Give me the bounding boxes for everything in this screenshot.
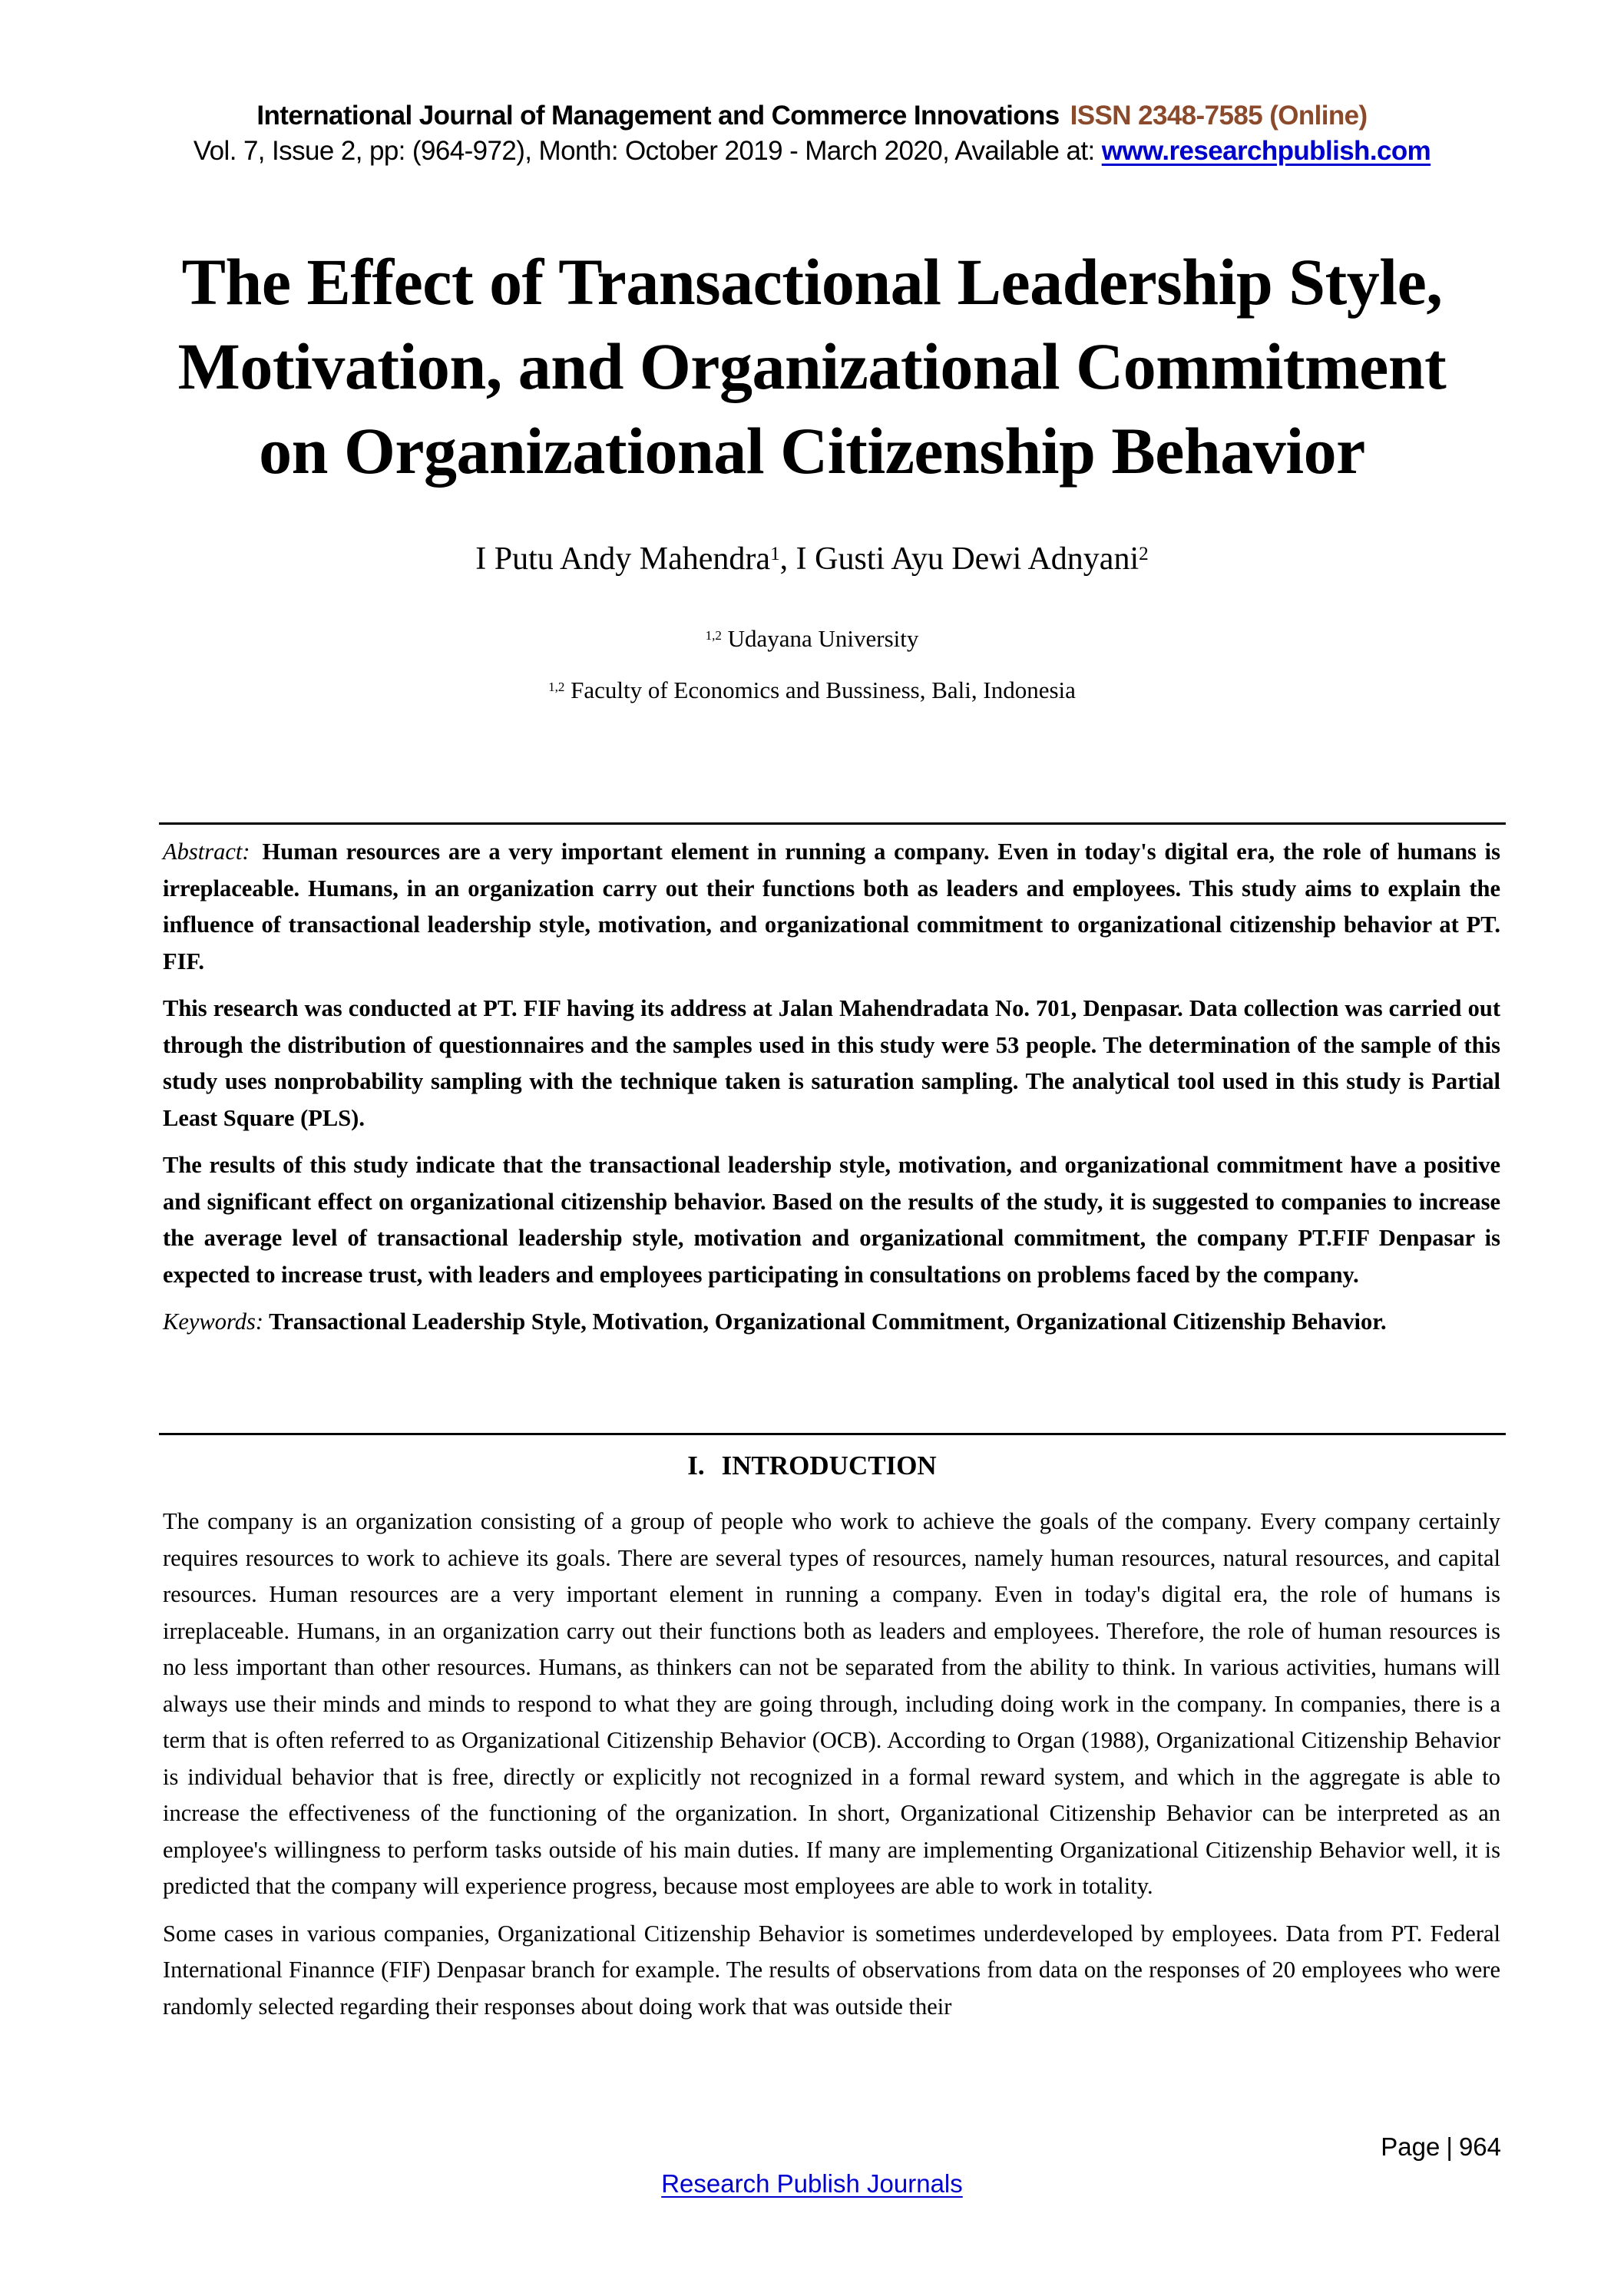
abstract-bottom-rule [159, 1433, 1506, 1435]
paper-title [0, 240, 1624, 493]
author-affiliation-marker: 2 [1139, 544, 1149, 564]
abstract-label: Abstract: [163, 839, 250, 865]
affiliation-university [0, 624, 1624, 654]
page-number [1381, 2130, 1501, 2164]
abstract-paragraph: The results of this study indicate that the transactional leadership style, motivation, and organizational commitment have a positive and significant effect on organizational citizenship behavior. Based on the results of the study, it is suggested to companies to increase the average level of transactional leadership style, motivation and organizational commitment, the company PT.FIF Denpasar is expected to increase trust, with leaders and employees participating in consultations on problems faced by the company. [163, 1152, 1500, 1288]
abstract-section [163, 834, 1500, 1351]
affiliation-text: Faculty of Economics and Bussiness, Bali, Indonesia [564, 677, 1076, 703]
keywords-label: Keywords: [163, 1308, 264, 1335]
body-paragraph: The company is an organization consisting of a group of people who work to achieve the goals of the company. Every company certainly requires resources to work to achieve its goals. There are several types of resources, namely human resources, natural resources, and capital resources. Human resources are a very important element in running a company. Even in today's digital era, the role of humans is irreplaceable. Humans, in an organization carry out their functions both as leaders and employees. Therefore, the role of human resources is no less important than other resources. Humans, as thinkers can not be separated from the ability to think. In various activities, humans will always use their minds and minds to respond to what they are going through, including doing work in the company. In companies, there is a term that is often referred to as Organizational Citizenship Behavior (OCB). According to Organ (1988), Organizational Citizenship Behavior is individual behavior that is free, directly or explicitly not recognized in a formal reward system, and which in the aggregate is able to increase the effectiveness of the functioning of the organization. In short, Organizational Citizenship Behavior can be interpreted as an employee's willingness to perform tasks outside of his main duties. If many are implementing Organizational Citizenship Behavior well, it is predicted that the company will experience progress, because most employees are able to work in totality. [163, 1508, 1500, 1899]
affiliation-marker: 1,2 [548, 680, 565, 694]
abstract-top-rule [159, 822, 1506, 825]
running-header [0, 98, 1624, 169]
affiliation-marker: 1,2 [705, 628, 722, 643]
page-label: Page [1381, 2132, 1440, 2161]
abstract-paragraph: This research was conducted at PT. FIF having its address at Jalan Mahendradata No. 701, Denpasar. Data collection was carried out through the distribution of questionnaires and the samples used in this study were 53 people. The determination of the sample of this study uses nonprobability sampling with the technique taken is saturation sampling. The analytical tool used in this study is Partial Least Square (PLS). [163, 995, 1500, 1131]
page-separator: | [1446, 2132, 1453, 2161]
issue-line [0, 134, 1624, 169]
affiliation-faculty [0, 675, 1624, 706]
issue-info: Vol. 7, Issue 2, pp: (964-972), Month: October 2019 - March 2020, Available at: [193, 136, 1102, 166]
footer [0, 2167, 1624, 2201]
journal-line [0, 98, 1624, 134]
body-paragraph: Some cases in various companies, Organizational Citizenship Behavior is sometimes underdeveloped by employees. Data from PT. Federal International Finannce (FIF) Denpasar branch for example. The results of observations from data on the responses of 20 employees who were randomly selected regarding their responses about doing work that was outside their [163, 1920, 1500, 2020]
journal-name: International Journal of Management and Commerce Innovations [256, 101, 1060, 131]
author-affiliation-marker: 1 [770, 544, 780, 564]
abstract-text: Human resources are a very important element in running a company. Even in today's digital era, the role of humans is irreplaceable. Humans, in an organization carry out their functions both as leaders and employees. This study aims to explain the influence of transactional leadership style, motivation, and organizational commitment to organizational citizenship behavior at PT. FIF. [163, 839, 1500, 974]
author-separator: , [779, 541, 796, 577]
section-number: I. [687, 1451, 705, 1480]
author-list [0, 538, 1624, 581]
abstract-paragraph [163, 834, 1500, 980]
affiliation-text: Udayana University [721, 625, 919, 652]
author-name: I Putu Andy Mahendra [475, 541, 771, 577]
author-name: I Gusti Ayu Dewi Adnyani [795, 541, 1139, 577]
section-title: INTRODUCTION [721, 1451, 937, 1480]
introduction-body [163, 1504, 1500, 2036]
keywords-text: Transactional Leadership Style, Motivation, Organizational Commitment, Organizational Citizenship Behavior. [269, 1308, 1387, 1335]
journal-website-link[interactable]: www.researchpublish.com [1101, 136, 1431, 166]
title-line: Motivation, and Organizational Commitment [177, 329, 1447, 403]
issn: ISSN 2348-7585 (Online) [1070, 101, 1368, 131]
keywords [163, 1304, 1500, 1341]
section-heading-introduction [0, 1448, 1624, 1484]
title-line: The Effect of Transactional Leadership Style, [181, 245, 1443, 319]
page-number-value: 964 [1458, 2132, 1501, 2161]
publisher-link[interactable]: Research Publish Journals [661, 2169, 963, 2198]
title-line: on Organizational Citizenship Behavior [259, 414, 1365, 488]
